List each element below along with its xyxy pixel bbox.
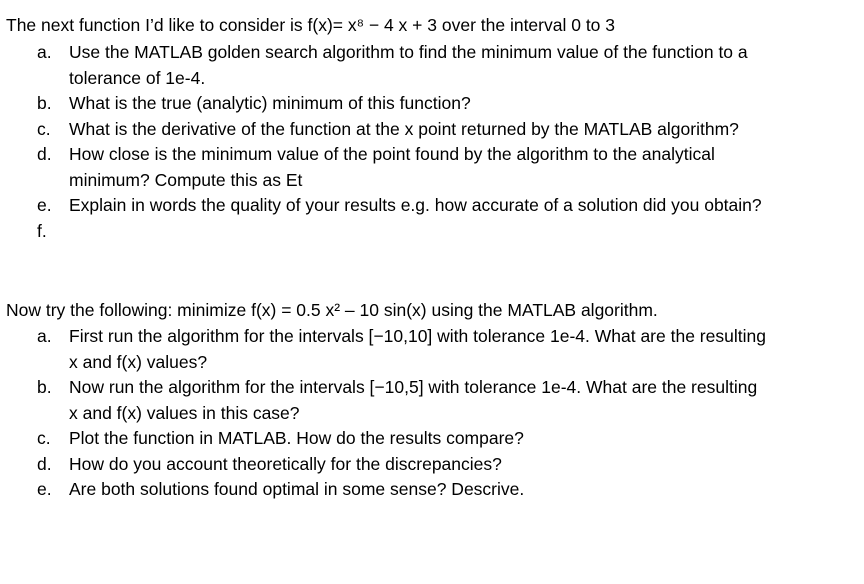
list-marker: f. [37,220,47,241]
list-item [0,477,864,503]
list-item-text: How close is the minimum value of the point found by the algorithm to the analytical minimum? Compute this as Et [69,144,715,190]
list-marker: d. [37,144,52,164]
list-item-text: What is the derivative of the function at the x point returned by the MATLAB algorithm? [69,118,739,139]
list-item [0,324,864,375]
list-item [0,375,864,426]
list-marker: b. [37,377,52,397]
list-item-text: Are both solutions found optimal in some sense? Descrive. [69,479,525,499]
list-marker: e. [37,195,52,215]
list-item-text: Now run the algorithm for the intervals [−10,5] with tolerance 1e-4. What are the resulting x and f(x) values in this case? [69,377,758,423]
list-item-text: What is the true (analytic) minimum of this function? [69,93,471,113]
list-item [0,142,864,193]
list-item [0,426,864,452]
list-item [0,452,864,478]
list-item [0,117,864,143]
list-item-text: Explain in words the quality of your results e.g. how accurate of a solution did you obtain? [69,195,762,215]
list-marker: c. [37,428,51,448]
list-item-text: Plot the function in MATLAB. How do the results compare? [69,428,524,448]
list-marker: b. [37,93,52,113]
list-item [0,193,864,219]
list-item [0,91,864,117]
list-item [0,219,864,245]
section2-intro: Now try the following: minimize f(x) = 0.5 x² – 10 sin(x) using the MATLAB algorithm. [6,300,658,320]
list-marker: d. [37,453,52,474]
list-marker: e. [37,479,52,499]
list-marker: a. [37,326,52,346]
list-item-text: How do you account theoretically for the discrepancies? [69,453,502,474]
section2-list [0,324,864,503]
list-marker: a. [37,42,52,62]
list-item-text: First run the algorithm for the intervals [−10,10] with tolerance 1e-4. What are the resulting x and f(x) values? [69,326,766,372]
section1-intro: The next function I’d like to consider is f(x)= x⁸ − 4 x + 3 over the interval 0 to 3 [6,15,616,35]
list-item [0,40,864,91]
list-marker: c. [37,118,51,139]
section1-list [0,40,864,244]
list-item-text: Use the MATLAB golden search algorithm to find the minimum value of the function to a tolerance of 1e-4. [69,42,748,88]
